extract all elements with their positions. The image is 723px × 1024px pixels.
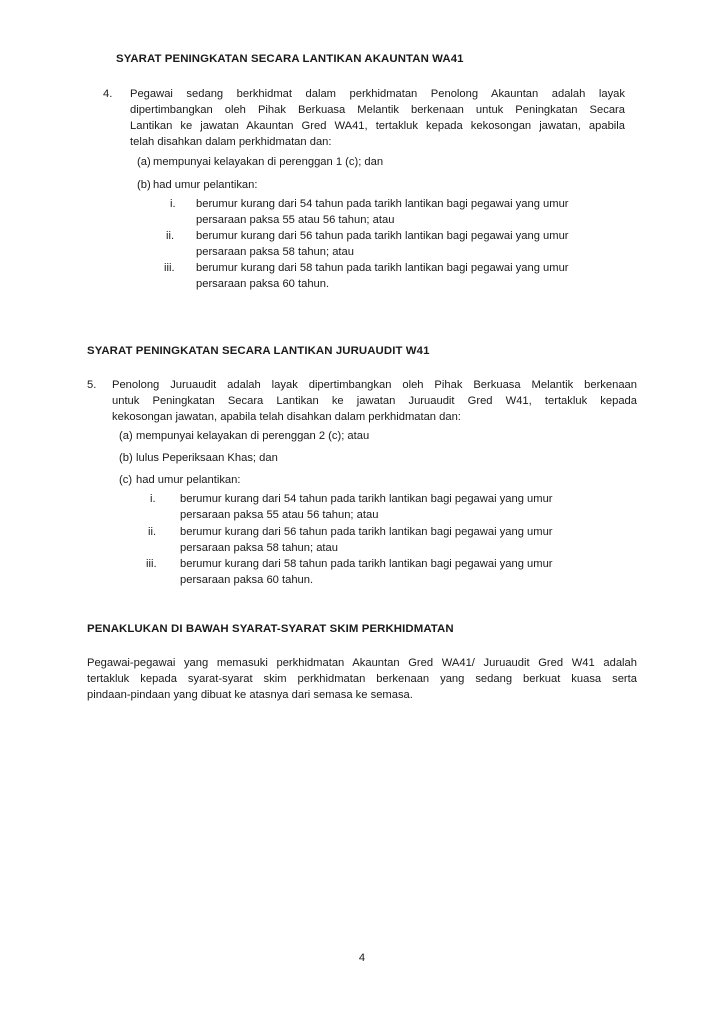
list-item-label: (b) (119, 452, 133, 464)
paragraph-line: dipertimbangkan oleh Pihak Berkuasa Melantik berkenaan untuk Peningkatan Secara (130, 104, 625, 116)
paragraph-line: Penolong Juruaudit adalah layak dipertimbangkan oleh Pihak Berkuasa Melantik berkenaan (112, 379, 637, 391)
sub-item-text: persaraan paksa 60 tahun. (196, 278, 330, 290)
list-item-text: had umur pelantikan: (153, 179, 258, 191)
sub-item-text: berumur kurang dari 56 tahun pada tarikh lantikan bagi pegawai yang umur (196, 230, 569, 242)
sub-item-text: persaraan paksa 55 atau 56 tahun; atau (196, 214, 395, 226)
section-heading: PENAKLUKAN DI BAWAH SYARAT-SYARAT SKIM PERKHIDMATAN (87, 623, 454, 635)
sub-item-text: berumur kurang dari 58 tahun pada tarikh lantikan bagi pegawai yang umur (196, 262, 569, 274)
sub-item-text: persaraan paksa 55 atau 56 tahun; atau (180, 509, 379, 521)
section-heading: SYARAT PENINGKATAN SECARA LANTIKAN AKAUNTAN WA41 (116, 53, 464, 65)
sub-item-text: berumur kurang dari 58 tahun pada tarikh lantikan bagi pegawai yang umur (180, 558, 553, 570)
sub-item-text: persaraan paksa 60 tahun. (180, 574, 314, 586)
sub-item-numeral: ii. (148, 526, 157, 538)
sub-item-text: berumur kurang dari 56 tahun pada tarikh lantikan bagi pegawai yang umur (180, 526, 553, 538)
paragraph-line: Lantikan ke jawatan Akauntan Gred WA41, tertakluk kepada kekosongan jawatan, apabila (130, 120, 625, 132)
page-number: 4 (358, 952, 366, 964)
paragraph-number: 5. (87, 379, 97, 391)
paragraph-line: tertakluk kepada syarat-syarat skim perkhidmatan berkenaan yang sedang berkuat kuasa serta (87, 673, 637, 685)
sub-item-numeral: iii. (164, 262, 175, 274)
paragraph-line: Pegawai-pegawai yang memasuki perkhidmatan Akauntan Gred WA41/ Juruaudit Gred W41 adalah (87, 657, 637, 669)
sub-item-numeral: i. (170, 198, 176, 210)
sub-item-numeral: iii. (146, 558, 157, 570)
list-item-text: mempunyai kelayakan di perenggan 2 (c); atau (136, 430, 370, 442)
sub-item-numeral: ii. (166, 230, 175, 242)
sub-item-text: berumur kurang dari 54 tahun pada tarikh lantikan bagi pegawai yang umur (180, 493, 553, 505)
list-item-text: lulus Peperiksaan Khas; dan (136, 452, 278, 464)
paragraph-line: untuk Peningkatan Secara Lantikan ke jawatan Juruaudit Gred W41, tertakluk kepada (112, 395, 637, 407)
list-item-label: (c) (119, 474, 133, 486)
paragraph-line: kekosongan jawatan, apabila telah disahkan dalam perkhidmatan dan: (112, 411, 461, 423)
section-heading: SYARAT PENINGKATAN SECARA LANTIKAN JURUAUDIT W41 (87, 345, 430, 357)
paragraph-number: 4. (103, 88, 113, 100)
list-item-text: had umur pelantikan: (136, 474, 241, 486)
paragraph-line: telah disahkan dalam perkhidmatan dan: (130, 136, 332, 148)
sub-item-text: berumur kurang dari 54 tahun pada tarikh lantikan bagi pegawai yang umur (196, 198, 569, 210)
sub-item-numeral: i. (150, 493, 156, 505)
list-item-text: mempunyai kelayakan di perenggan 1 (c); dan (153, 156, 384, 168)
paragraph-line: Pegawai sedang berkhidmat dalam perkhidmatan Penolong Akauntan adalah layak (130, 88, 625, 100)
sub-item-text: persaraan paksa 58 tahun; atau (196, 246, 354, 258)
paragraph-line: pindaan-pindaan yang dibuat ke atasnya dari semasa ke semasa. (87, 689, 413, 701)
list-item-label: (a) (119, 430, 133, 442)
list-item-label: (a) (137, 156, 151, 168)
list-item-label: (b) (137, 179, 151, 191)
sub-item-text: persaraan paksa 58 tahun; atau (180, 542, 338, 554)
